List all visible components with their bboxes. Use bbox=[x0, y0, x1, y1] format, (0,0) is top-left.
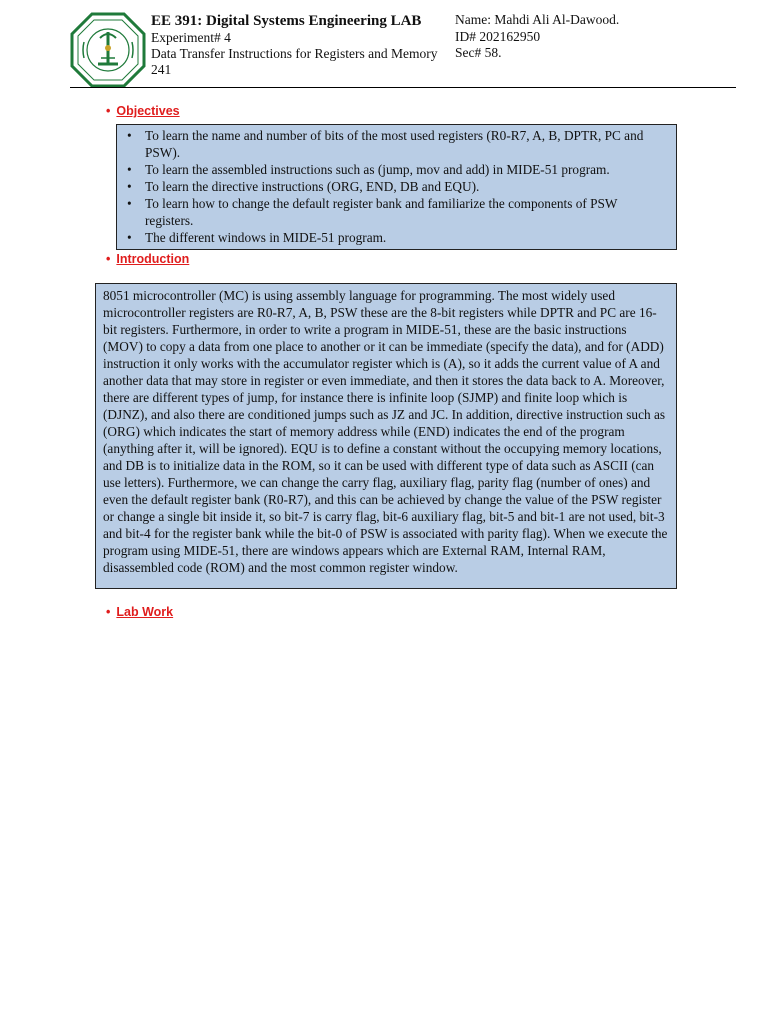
header-student-info bbox=[455, 12, 705, 62]
experiment-topic: Data Transfer Instructions for Registers and Memory bbox=[151, 46, 438, 61]
objective-item: • To learn how to change the default register bank and familiarize the components of PSW registers. bbox=[123, 195, 668, 229]
header-divider bbox=[70, 87, 736, 88]
term: 241 bbox=[151, 62, 172, 77]
objectives-box bbox=[116, 124, 677, 250]
experiment-number: Experiment# 4 bbox=[151, 30, 231, 45]
university-logo bbox=[70, 12, 146, 88]
bullet-icon: • bbox=[106, 104, 111, 118]
objective-item: • To learn the assembled instructions such as (jump, mov and add) in MIDE-51 program. bbox=[123, 161, 668, 178]
section-number: Sec# 58. bbox=[455, 45, 502, 60]
introduction-box bbox=[95, 283, 677, 589]
student-id: ID# 202162950 bbox=[455, 28, 541, 44]
objectives-list bbox=[123, 127, 668, 246]
introduction-heading: • Introduction bbox=[106, 252, 190, 266]
objectives-heading: • Objectives bbox=[106, 104, 180, 118]
bullet-icon: • bbox=[106, 252, 111, 266]
objective-item: • To learn the name and number of bits of the most used registers (R0-R7, A, B, DPTR, PC and PSW). bbox=[123, 127, 668, 161]
objective-item: • The different windows in MIDE-51 program. bbox=[123, 229, 668, 246]
student-name: Name: Mahdi Ali Al-Dawood. bbox=[455, 12, 620, 27]
header-course-info bbox=[151, 12, 451, 78]
objective-item: • To learn the directive instructions (ORG, END, DB and EQU). bbox=[123, 178, 668, 195]
introduction-text: 8051 microcontroller (MC) is using assembly language for programming. The most widely used microcontroller registers are R0-R7, A, B, PSW these are the 8-bit registers while DPTR and PC are 16-bit registers. Furthermore, in order to write a program in MIDE-51, these are the basic instructions (MOV) to copy a data from one place to another or it can be immediate (specify the data), and for (ADD) instruction it only works with the accumulator register which is (A), so it adds the current value of A and another data that may store in register or even immediate, and then it stores the data back to A. Moreover, there are different types of jump, for instance there is infinite loop (SJMP) and finite loop which is (DJNZ), and also there are conditioned jumps such as JZ and JC. In addition, directive instruction such as (ORG) which indicates the start of memory address while (END) indicates the end of the program (anything after it, will be ignored). EQU is to define a constant without the occupying memory locations, and DB is to initialize data in the ROM, so it can be used with different type of data such as ASCII (can use letters). Furthermore, we can change the carry flag, auxiliary flag, parity flag (number of ones) and even the default register bank (R0-R7), and this can be achieved by change the value of the PSW register or change a single bit inside it, so bit-7 is carry flag, bit-6 auxiliary flag, bit-5 and bit-1 are not used, bit-3 and bit-4 for the register bank while the bit-0 of PSW is associated with parity flag). When we execute the program using MIDE-51, there are windows appears which are External RAM, Internal RAM, disassembled code (ROM) and the most common register window. bbox=[103, 288, 668, 575]
bullet-icon: • bbox=[106, 605, 111, 619]
course-title: EE 391: Digital Systems Engineering LAB bbox=[151, 13, 422, 29]
lab-work-heading: • Lab Work bbox=[106, 605, 174, 619]
